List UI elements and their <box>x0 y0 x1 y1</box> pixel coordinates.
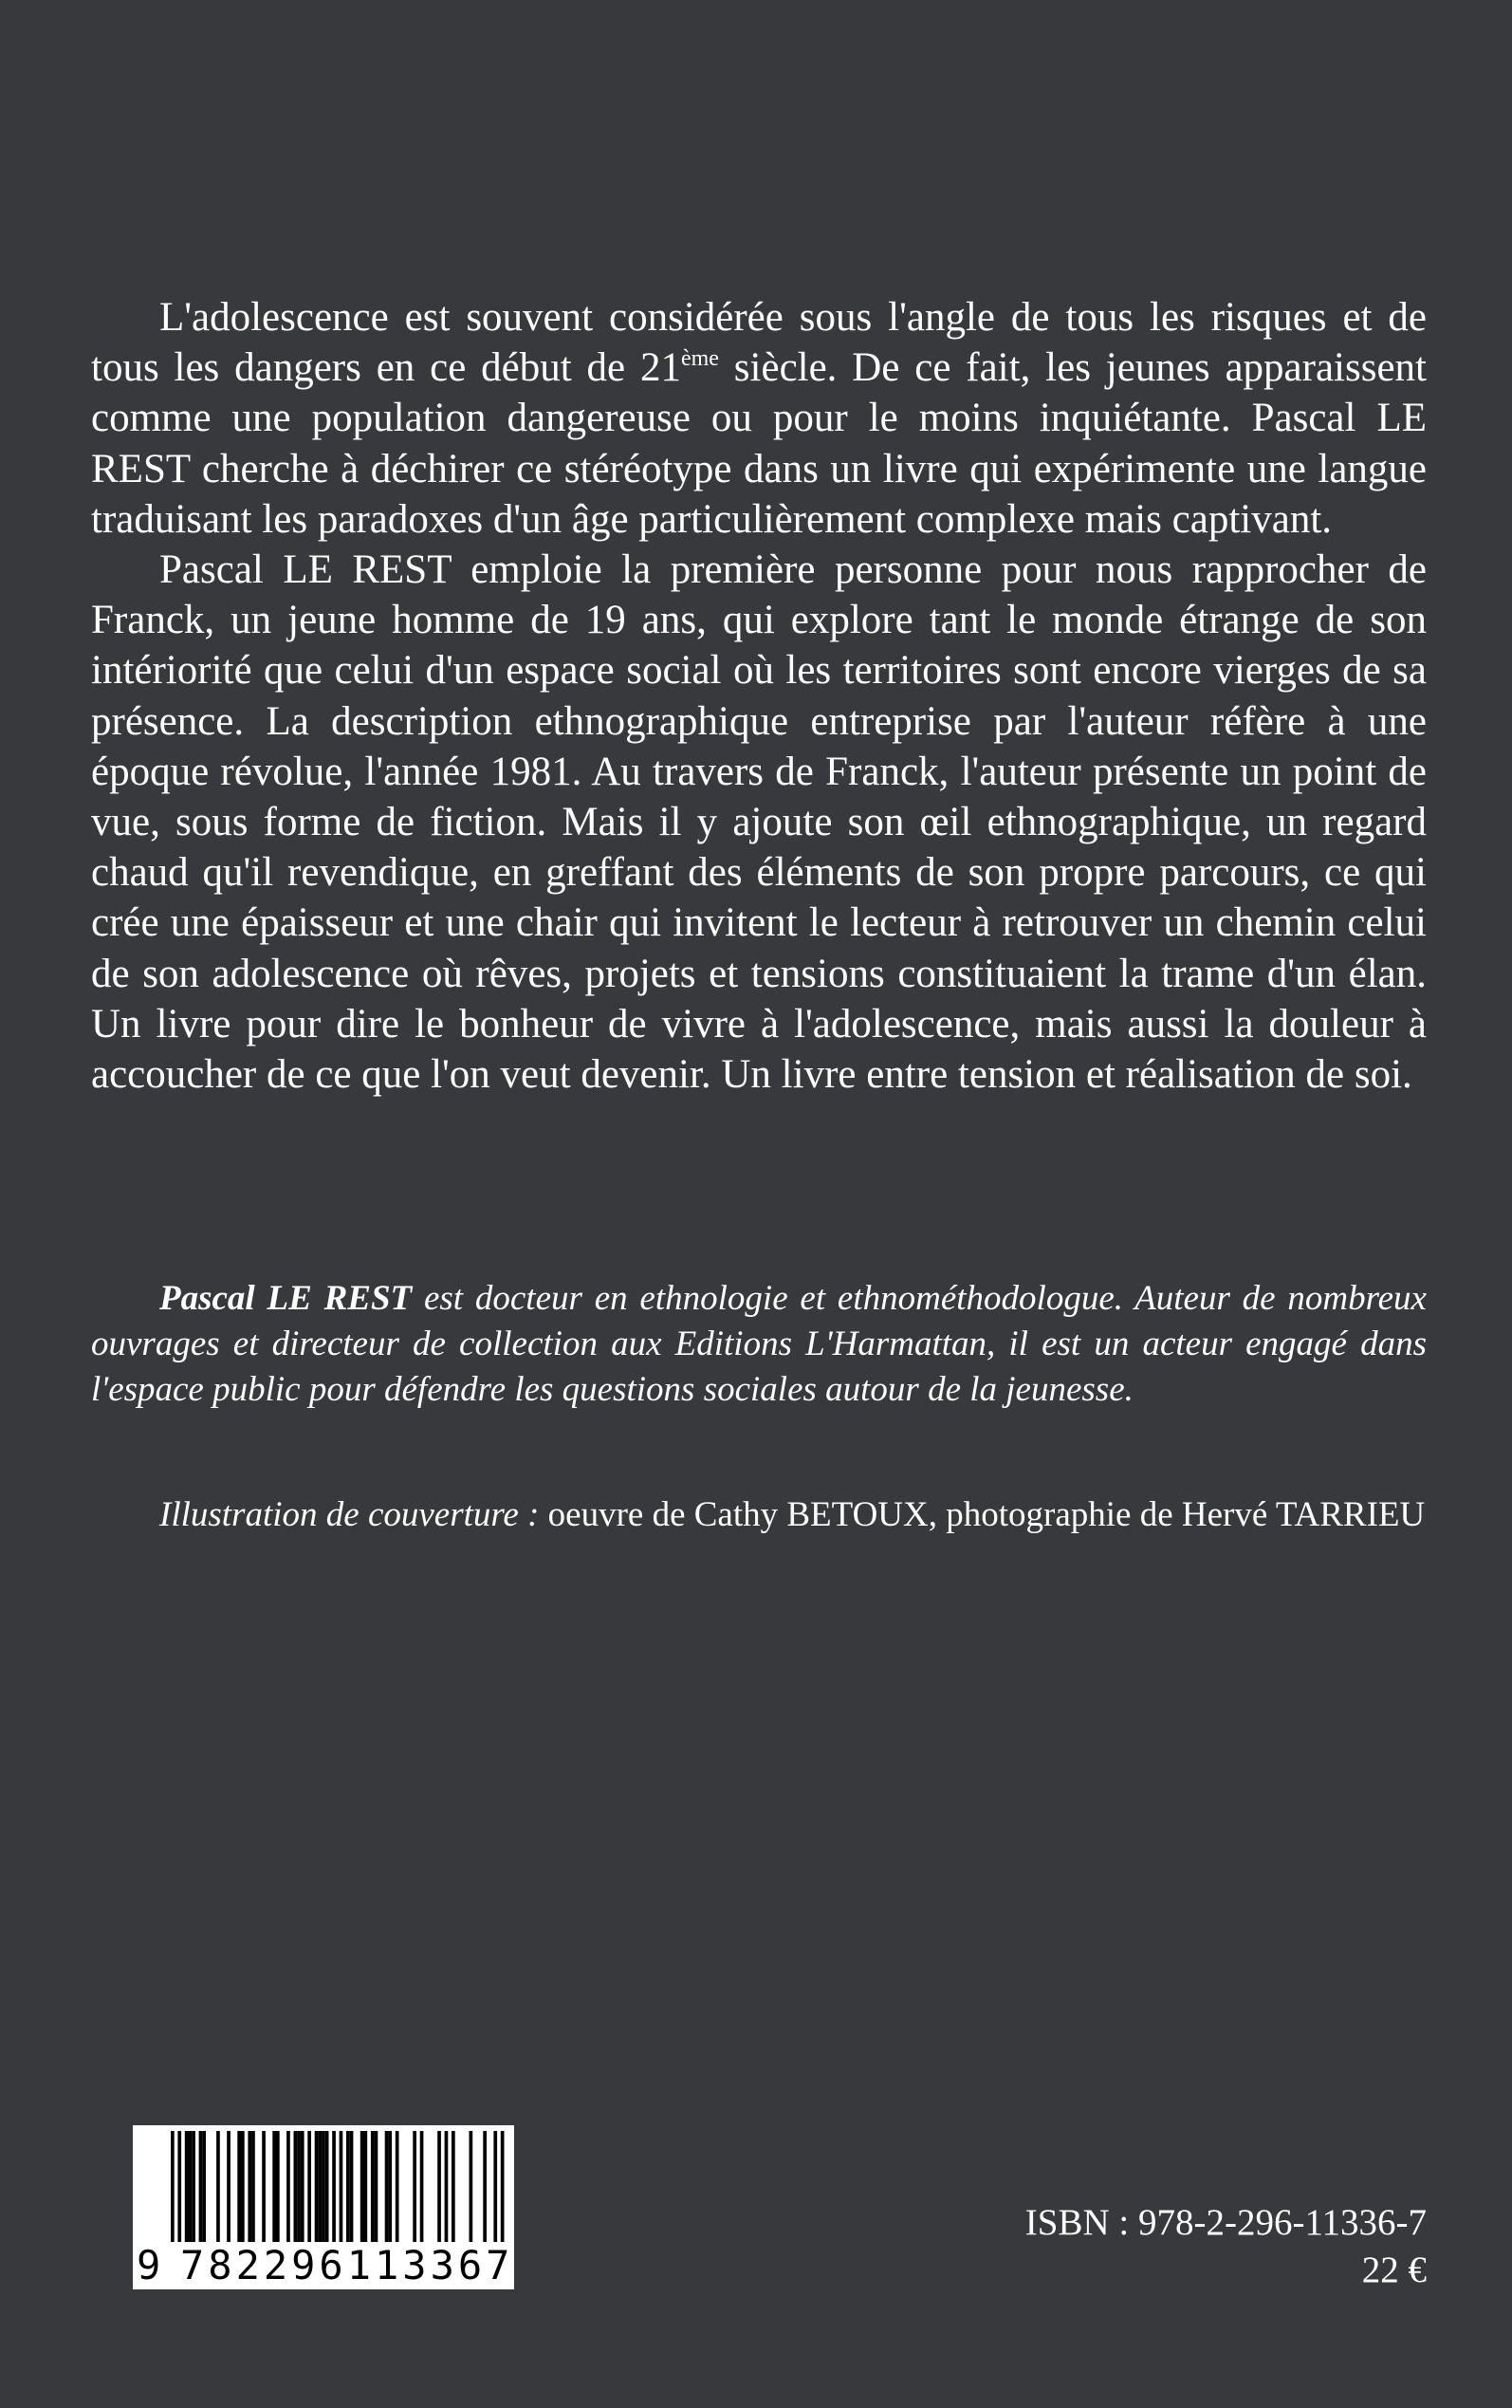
barcode-bar <box>248 2131 251 2243</box>
barcode-bar <box>189 2131 193 2243</box>
barcode-bar <box>364 2131 368 2243</box>
barcode-bar <box>483 2131 487 2243</box>
barcode-bar <box>185 2131 189 2243</box>
barcode-bar <box>360 2131 364 2243</box>
barcode-bar <box>371 2131 375 2243</box>
barcode-bar <box>322 2131 325 2243</box>
barcode-bar <box>350 2131 354 2243</box>
barcode-bar <box>262 2131 266 2243</box>
barcode-bar <box>445 2131 449 2243</box>
barcode-bar <box>202 2131 206 2243</box>
barcode-bar <box>437 2131 441 2243</box>
barcode-bar <box>216 2131 220 2243</box>
blurb-p1-text-a: L'adolescence est souvent considérée sous l'angle de tous les risques et de tous les dangers en ce début de 21 <box>91 295 1427 391</box>
barcode-bar <box>297 2131 301 2243</box>
barcode-bar <box>286 2131 290 2243</box>
price: 22 € <box>1361 2250 1427 2290</box>
blurb-paragraph-2: Pascal LE REST emploie la première personne pour nous rapprocher de Franck, un jeune homme de 19 ans, qui explore tant le monde étrange de son intériorité que celui d'un espace social où les territoires sont encore vierges de sa présence. La description ethnographique entreprise par l'auteur réfère à une époque révolue, l'année 1981. Au travers de Franck, l'auteur présente un point de vue, sous forme de fiction. Mais il y ajoute son œil ethnographique, un regard chaud qu'il revendique, en greffant des éléments de son propre parcours, ce qui crée une épaisseur et une chair qui invitent le lecteur à retrouver un chemin celui de son adolescence où rêves, projets et tensions constituaient la trame d'un élan. Un livre pour dire le bonheur de vivre à l'adolescence, mais aussi la douleur à accoucher de ce que l'on veut devenir. Un livre entre tension et réalisation de soi. <box>91 547 1427 1098</box>
blurb-paragraph-1 <box>91 292 1427 545</box>
author-bio <box>91 1276 1427 1413</box>
barcode-digits <box>133 2242 514 2289</box>
barcode-bar <box>385 2131 389 2243</box>
barcode-bar <box>413 2131 416 2243</box>
blurb-p1-text-b: siècle. De ce fait, les jeunes apparaissent comme une population dangereuse ou pour le moins inquiétante. Pascal LE REST cherche à déchirer ce stéréotype dans un livre qui expérimente une langue traduisant les paradoxes d'un âge particulièrement complexe mais captivant. <box>91 345 1427 542</box>
barcode-bar <box>452 2131 455 2243</box>
barcode-bar <box>318 2131 322 2243</box>
barcode-bar <box>346 2131 350 2243</box>
barcode-bar <box>251 2131 255 2243</box>
barcode-bar <box>276 2131 280 2243</box>
illustration-credit-label: Illustration de couverture : <box>159 1495 540 1534</box>
illustration-credit <box>159 1492 1487 1538</box>
barcode-lead-digit: 9 <box>137 2242 161 2288</box>
barcode-bar <box>199 2131 203 2243</box>
barcode-bar <box>315 2131 319 2243</box>
isbn-number: ISBN : 978-2-296-11336-7 <box>1024 2202 1427 2243</box>
barcode-bar <box>388 2131 392 2243</box>
barcode-bar <box>375 2131 378 2243</box>
barcode-bar <box>237 2131 241 2243</box>
barcode <box>133 2125 514 2289</box>
author-bio-text: est docteur en ethnologie et ethnométhodologue. Auteur de nombreux ouvrages et directeur de collection aux Editions L'Harmattan, il est un acteur engagé dans l'espace public pour défendre les questions sociales autour de la jeunesse. <box>91 1279 1427 1409</box>
barcode-bar <box>301 2131 304 2243</box>
illustration-credit-text: oeuvre de Cathy BETOUX, photographie de Hervé TARRIEU <box>539 1495 1426 1534</box>
barcode-bar <box>227 2131 230 2243</box>
barcode-bar <box>294 2131 298 2243</box>
barcode-bar <box>307 2131 311 2243</box>
author-name: Pascal LE REST <box>159 1279 413 1318</box>
back-cover-blurb <box>91 292 1427 1100</box>
barcode-bar <box>470 2131 473 2243</box>
barcode-bar <box>325 2131 329 2243</box>
ordinal-superscript: ème <box>680 346 719 372</box>
author-bio-paragraph <box>91 1276 1427 1413</box>
barcode-bar <box>192 2131 195 2243</box>
barcode-bar <box>241 2131 245 2243</box>
barcode-bar <box>396 2131 399 2243</box>
barcode-digit-string: 782296113367 <box>180 2242 514 2288</box>
barcode-bar <box>420 2131 424 2243</box>
barcode-bar <box>272 2131 276 2243</box>
